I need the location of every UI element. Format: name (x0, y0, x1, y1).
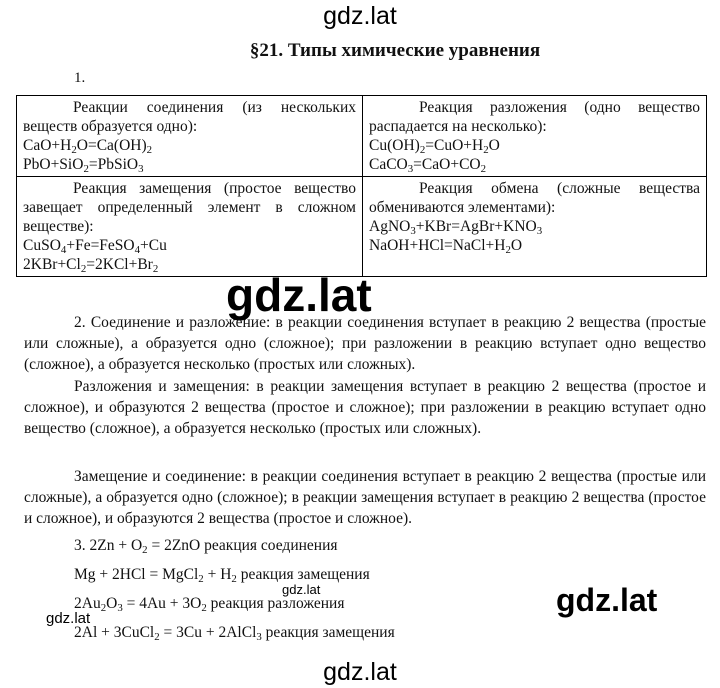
task-3-equation-4: 2Al + 3CuCl$_2$ = 3Cu + 2AlCl$_3$ реакция замещения (74, 624, 395, 643)
substitution-description: Реакция замещения (простое вещество завещает определенный элемент в сложном веществе): (23, 180, 356, 235)
equation-pbo-sio2: PbO+SiO$_2$=PbSiO$_3$ (23, 156, 144, 175)
equation-cao-h2o: $CaO+H_2O=Ca(OH)_2$ (23, 137, 153, 156)
decomposition-description: Реакция разложения (одно вещество распадается на несколько): (369, 99, 700, 135)
watermark-small-2: gdz.lat (46, 610, 91, 627)
equation-kbr-cl2: $2KBr+Cl_2=2KCl+Br_2$ (23, 256, 159, 275)
cell-combination (17, 96, 363, 177)
combination-description: Реакции соединения (из нескольких веществ образуется одно): (23, 99, 356, 135)
watermark-big: gdz.lat (226, 269, 372, 321)
reaction-types-table (16, 95, 707, 277)
cell-decomposition (363, 96, 707, 177)
watermark-small-1: gdz.lat (282, 582, 321, 597)
equation-3-type: реакция разложения (210, 595, 345, 612)
watermark-right: gdz.lat (556, 582, 658, 618)
task-2-paragraph-3: Замещение и соединение: в реакции соединения вступает в реакцию 2 вещества (простые или сложные), а образуется одно (сложное); в реакции замещения вступает в реакцию 2 вещества (простое и сложное), и образуются 2 вещества (простое и сложное). (24, 468, 706, 527)
task-3-equation-3: $2Au_2O_3 = 4Au + 3O_2$ реакция разложения (74, 595, 345, 614)
page-title: §21. Типы химические уравнения (249, 40, 541, 61)
equation-naoh-hcl: $NaOH+HCl=NaCl+H_2O$ (369, 237, 523, 256)
equation-caco3: $CaCO_3=CaO+CO_2$ (369, 156, 487, 175)
equation-4-type: реакция замещения (265, 624, 395, 641)
task-1-number: 1. (74, 70, 86, 86)
task-2-paragraph-2: Разложения и замещения: в реакции замещения вступает в реакцию 2 вещества (простое и сложное), и образуются 2 вещества (простое и сложное); при разложении в реакцию вступает одно вещество (сложное), а образуется несколько (простых или сложных). (24, 378, 706, 437)
equation-cuso4-fe: CuSO$_4$+Fe=FeSO$_4$+Cu (23, 237, 167, 256)
cell-exchange (363, 177, 707, 277)
equation-cuoh2: $Cu(OH)_2=CuO+H_2O$ (369, 137, 500, 156)
equation-1-type: реакция соединения (204, 537, 338, 554)
equation-2-type: реакция замещения (240, 566, 370, 583)
task-3-equation-2: Mg + 2HCl = MgCl$_2$ + $H_2$ реакция замещения (74, 566, 370, 585)
watermark-top: gdz.lat (323, 2, 397, 30)
exchange-description: Реакция обмена (сложные вещества обмениваются элементами): (369, 180, 700, 216)
task-3-equation-1: 3. $2Zn + O_2 = 2ZnO$ реакция соединения (74, 537, 338, 556)
watermark-bottom: gdz.lat (323, 658, 397, 686)
task-2-paragraph-1: 2. Соединение и разложение: в реакции соединения вступает в реакцию 2 вещества (простые или сложные), а образуется одно (сложное); при разложении в реакцию вступает одно вещество (сложное), а образуется несколько (простых или сложных). (24, 314, 706, 373)
cell-substitution (17, 177, 363, 277)
equation-agno3-kbr: $AgNO_3+KBr=AgBr+KNO_3$ (369, 218, 543, 237)
